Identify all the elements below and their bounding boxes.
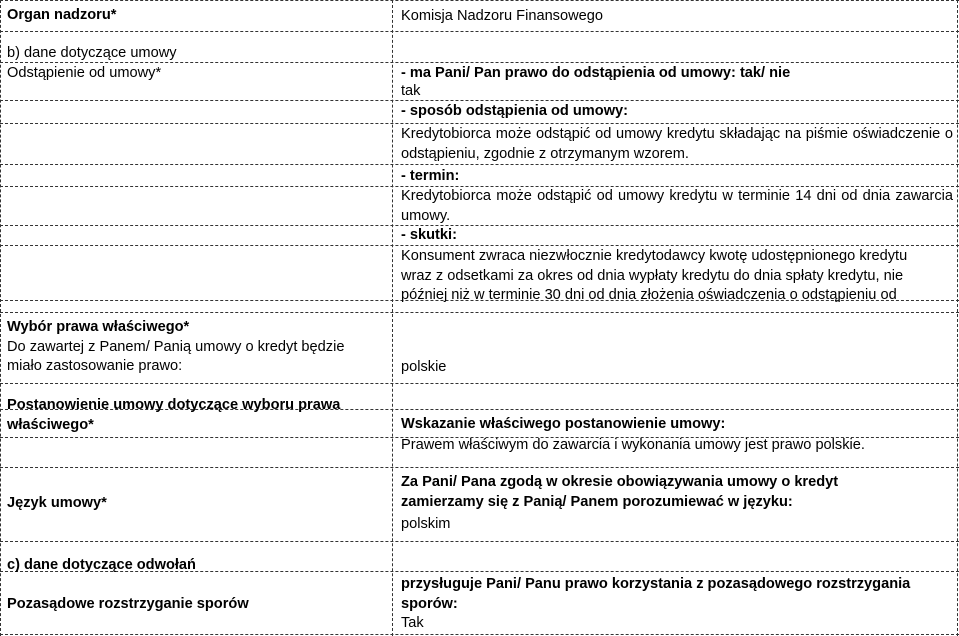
organ-nadzoru-value: Komisja Nadzoru Finansowego (401, 8, 603, 24)
postanowienie-title-line-1: Postanowienie umowy dotyczące wyboru prawa (7, 397, 341, 413)
row-divider (0, 0, 959, 1)
pozasadowe-label: Pozasądowe rozstrzyganie sporów (7, 596, 249, 612)
wybor-prawa-text-line-1: Do zawartej z Panem/ Panią umowy o kredyt będzie (7, 339, 345, 355)
pozasadowe-text-line-1: przysługuje Pani/ Panu prawo korzystania z pozasądowego rozstrzygania (401, 576, 911, 592)
sposob-heading: - sposób odstąpienia od umowy: (401, 103, 629, 119)
odstapienie-answer: tak (401, 83, 421, 99)
row-divider (0, 541, 959, 542)
jezyk-text-line-2: zamierzamy się z Panią/ Panem porozumiewać w języku: (401, 494, 793, 510)
row-divider (0, 467, 959, 468)
wybor-prawa-value: polskie (401, 359, 447, 375)
pozasadowe-text-line-2: sporów: (401, 596, 458, 612)
skutki-text-line-3: później niż w terminie 30 dni od dnia złożenia oświadczenia o odstąpieniu od (401, 287, 897, 303)
row-divider (0, 383, 959, 384)
postanowienie-title-line-2: właściwego* (7, 417, 94, 433)
table-border-bottom (0, 634, 959, 635)
section-b-title: b) dane dotyczące umowy (7, 45, 177, 61)
organ-nadzoru-label: Organ nadzoru* (7, 7, 117, 23)
termin-heading: - termin: (401, 168, 460, 184)
postanowienie-heading: Wskazanie właściwego postanowienie umowy: (401, 416, 726, 432)
section-c-title: c) dane dotyczące odwołań (7, 557, 196, 573)
row-divider (0, 312, 959, 313)
wybor-prawa-title: Wybór prawa właściwego* (7, 319, 190, 335)
odstapienie-question: - ma Pani/ Pan prawo do odstąpienia od umowy: tak/ nie (401, 65, 791, 81)
jezyk-value: polskim (401, 516, 451, 532)
pozasadowe-value: Tak (401, 615, 424, 631)
jezyk-umowy-label: Język umowy* (7, 495, 107, 511)
jezyk-text-line-1: Za Pani/ Pana zgodą w okresie obowiązywania umowy o kredyt (401, 474, 839, 490)
skutki-heading: - skutki: (401, 227, 457, 243)
termin-text: Kredytobiorca może odstąpić od umowy kredytu w terminie 14 dni od dnia zawarcia umowy. (401, 188, 953, 224)
row-divider (0, 164, 959, 165)
sposob-text: Kredytobiorca może odstąpić od umowy kredytu składając na piśmie oświadczenie o odstąpieniu, zgodnie z otrzymanym wzorem. (401, 126, 953, 162)
wybor-prawa-text-line-2: miało zastosowanie prawo: (7, 358, 183, 374)
row-divider (0, 31, 959, 32)
odstapienie-label: Odstąpienie od umowy* (7, 65, 162, 81)
postanowienie-text: Prawem właściwym do zawarcia i wykonania umowy jest prawo polskie. (401, 437, 865, 453)
skutki-text-line-1: Konsument zwraca niezwłocznie kredytodawcy kwotę udostępnionego kredytu (401, 248, 908, 264)
skutki-text-line-2: wraz z odsetkami za okres od dnia wypłaty kredytu do dnia spłaty kredytu, nie (401, 268, 904, 284)
